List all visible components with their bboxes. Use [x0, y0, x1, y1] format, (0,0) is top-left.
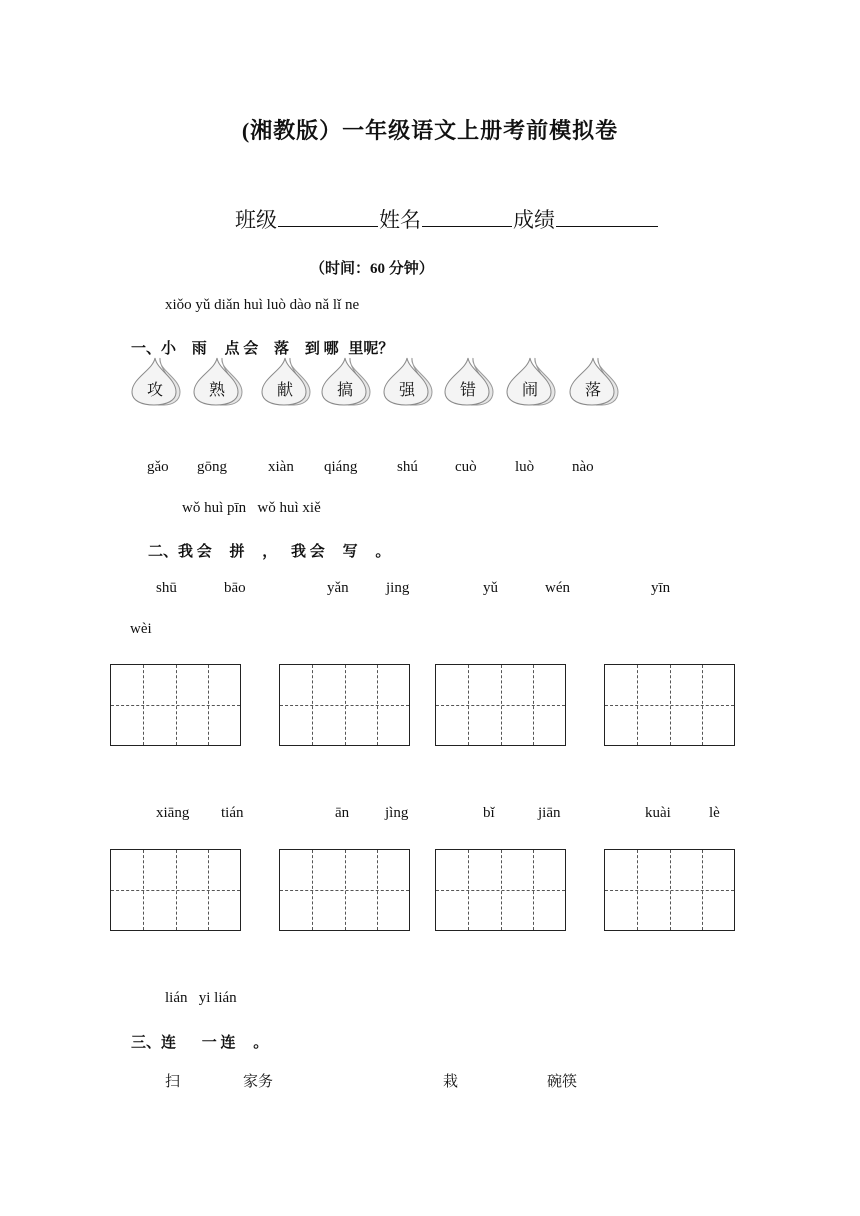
- word-pinyin: shū: [156, 580, 177, 596]
- word-pinyin: kuài: [645, 805, 671, 821]
- match-word[interactable]: 扫: [165, 1074, 181, 1090]
- writing-grid[interactable]: [110, 849, 241, 931]
- raindrop-char: 搞: [336, 382, 353, 399]
- score-label: 成绩: [513, 208, 555, 232]
- heading-part: 。: [375, 544, 391, 560]
- word-pinyin: bāo: [224, 580, 246, 596]
- match-word[interactable]: 家务: [243, 1074, 274, 1090]
- heading-part: 落: [274, 341, 290, 357]
- writing-grid[interactable]: [435, 849, 566, 931]
- pinyin-option: nào: [572, 459, 594, 475]
- heading-part: 一、小: [131, 341, 177, 357]
- time-note: （时间：60 分钟）: [310, 261, 434, 277]
- word-pinyin: xiāng: [156, 805, 190, 821]
- raindrop-char: 强: [398, 382, 415, 399]
- student-info-line: [235, 204, 659, 234]
- pinyin-option: gǎo: [147, 459, 169, 475]
- raindrop-card[interactable]: [260, 356, 312, 406]
- heading-part: 二、我 会: [148, 544, 212, 560]
- pinyin-option: shú: [397, 459, 418, 475]
- page-title: (湘教版）一年级语文上册考前模拟卷: [241, 118, 619, 143]
- word-pinyin: ān: [335, 805, 350, 821]
- pinyin-option: cuò: [455, 459, 477, 475]
- pinyin-option: gōng: [197, 459, 227, 475]
- class-label: 班级: [235, 208, 277, 232]
- section2-heading: [148, 540, 390, 561]
- heading-part: 点 会: [224, 341, 259, 357]
- heading-part: 里呢？: [348, 341, 394, 357]
- writing-grid[interactable]: [604, 849, 735, 931]
- raindrop-card[interactable]: [382, 356, 434, 406]
- match-word[interactable]: 栽: [443, 1074, 459, 1090]
- heading-part: 写: [342, 544, 358, 560]
- pinyin-option: luò: [515, 459, 535, 475]
- writing-grid[interactable]: [110, 664, 241, 746]
- class-blank[interactable]: [278, 224, 378, 227]
- word-pinyin: yīn: [651, 580, 671, 596]
- writing-grid[interactable]: [604, 664, 735, 746]
- section1-pinyin: xiǒo yǔ diǎn huì luò dào nǎ lǐ ne: [165, 297, 360, 313]
- word-pinyin: jìng: [385, 805, 409, 821]
- raindrop-card[interactable]: [505, 356, 557, 406]
- pinyin-option: qiáng: [324, 459, 358, 475]
- word-pinyin: lè: [709, 805, 720, 821]
- match-word[interactable]: 碗筷: [547, 1074, 578, 1090]
- name-blank[interactable]: [422, 224, 512, 227]
- raindrop-card[interactable]: [130, 356, 182, 406]
- word-pinyin: jiān: [538, 805, 561, 821]
- raindrop-char: 攻: [146, 382, 163, 399]
- raindrop-char: 错: [459, 382, 476, 399]
- word-pinyin: bǐ: [483, 805, 495, 821]
- raindrop-char: 熟: [208, 382, 225, 399]
- word-pinyin: jing: [386, 580, 410, 596]
- heading-part: 拼: [229, 544, 245, 560]
- writing-grid[interactable]: [279, 664, 410, 746]
- word-pinyin: wén: [545, 580, 570, 596]
- section1-heading: [131, 337, 393, 358]
- heading-part: 我 会: [291, 544, 325, 560]
- raindrop-char: 献: [276, 382, 293, 399]
- score-blank[interactable]: [556, 224, 658, 227]
- raindrop-card[interactable]: [443, 356, 495, 406]
- heading-part: 到 哪: [304, 341, 339, 357]
- writing-grid[interactable]: [435, 664, 566, 746]
- word-pinyin: tián: [221, 805, 244, 821]
- section3-pinyin: lián yi lián: [165, 990, 237, 1006]
- section2-pinyin: wǒ huì pīn wǒ huì xiě: [182, 500, 321, 516]
- raindrop-card[interactable]: [568, 356, 620, 406]
- word-pinyin: yǎn: [327, 580, 349, 596]
- heading-part: 一 连: [201, 1035, 236, 1051]
- raindrop-char: 落: [584, 382, 601, 399]
- heading-part: 三、连: [131, 1035, 177, 1051]
- word-pinyin: wèi: [130, 621, 152, 637]
- heading-part: ，: [262, 544, 278, 560]
- name-label: 姓名: [379, 208, 421, 232]
- raindrop-char: 闹: [521, 382, 538, 399]
- pinyin-option: xiàn: [268, 459, 294, 475]
- writing-grid[interactable]: [279, 849, 410, 931]
- section3-heading: [131, 1031, 268, 1052]
- heading-part: 。: [253, 1035, 269, 1051]
- heading-part: 雨: [191, 341, 207, 357]
- raindrop-card[interactable]: [320, 356, 372, 406]
- raindrop-card[interactable]: [192, 356, 244, 406]
- word-pinyin: yǔ: [483, 580, 498, 596]
